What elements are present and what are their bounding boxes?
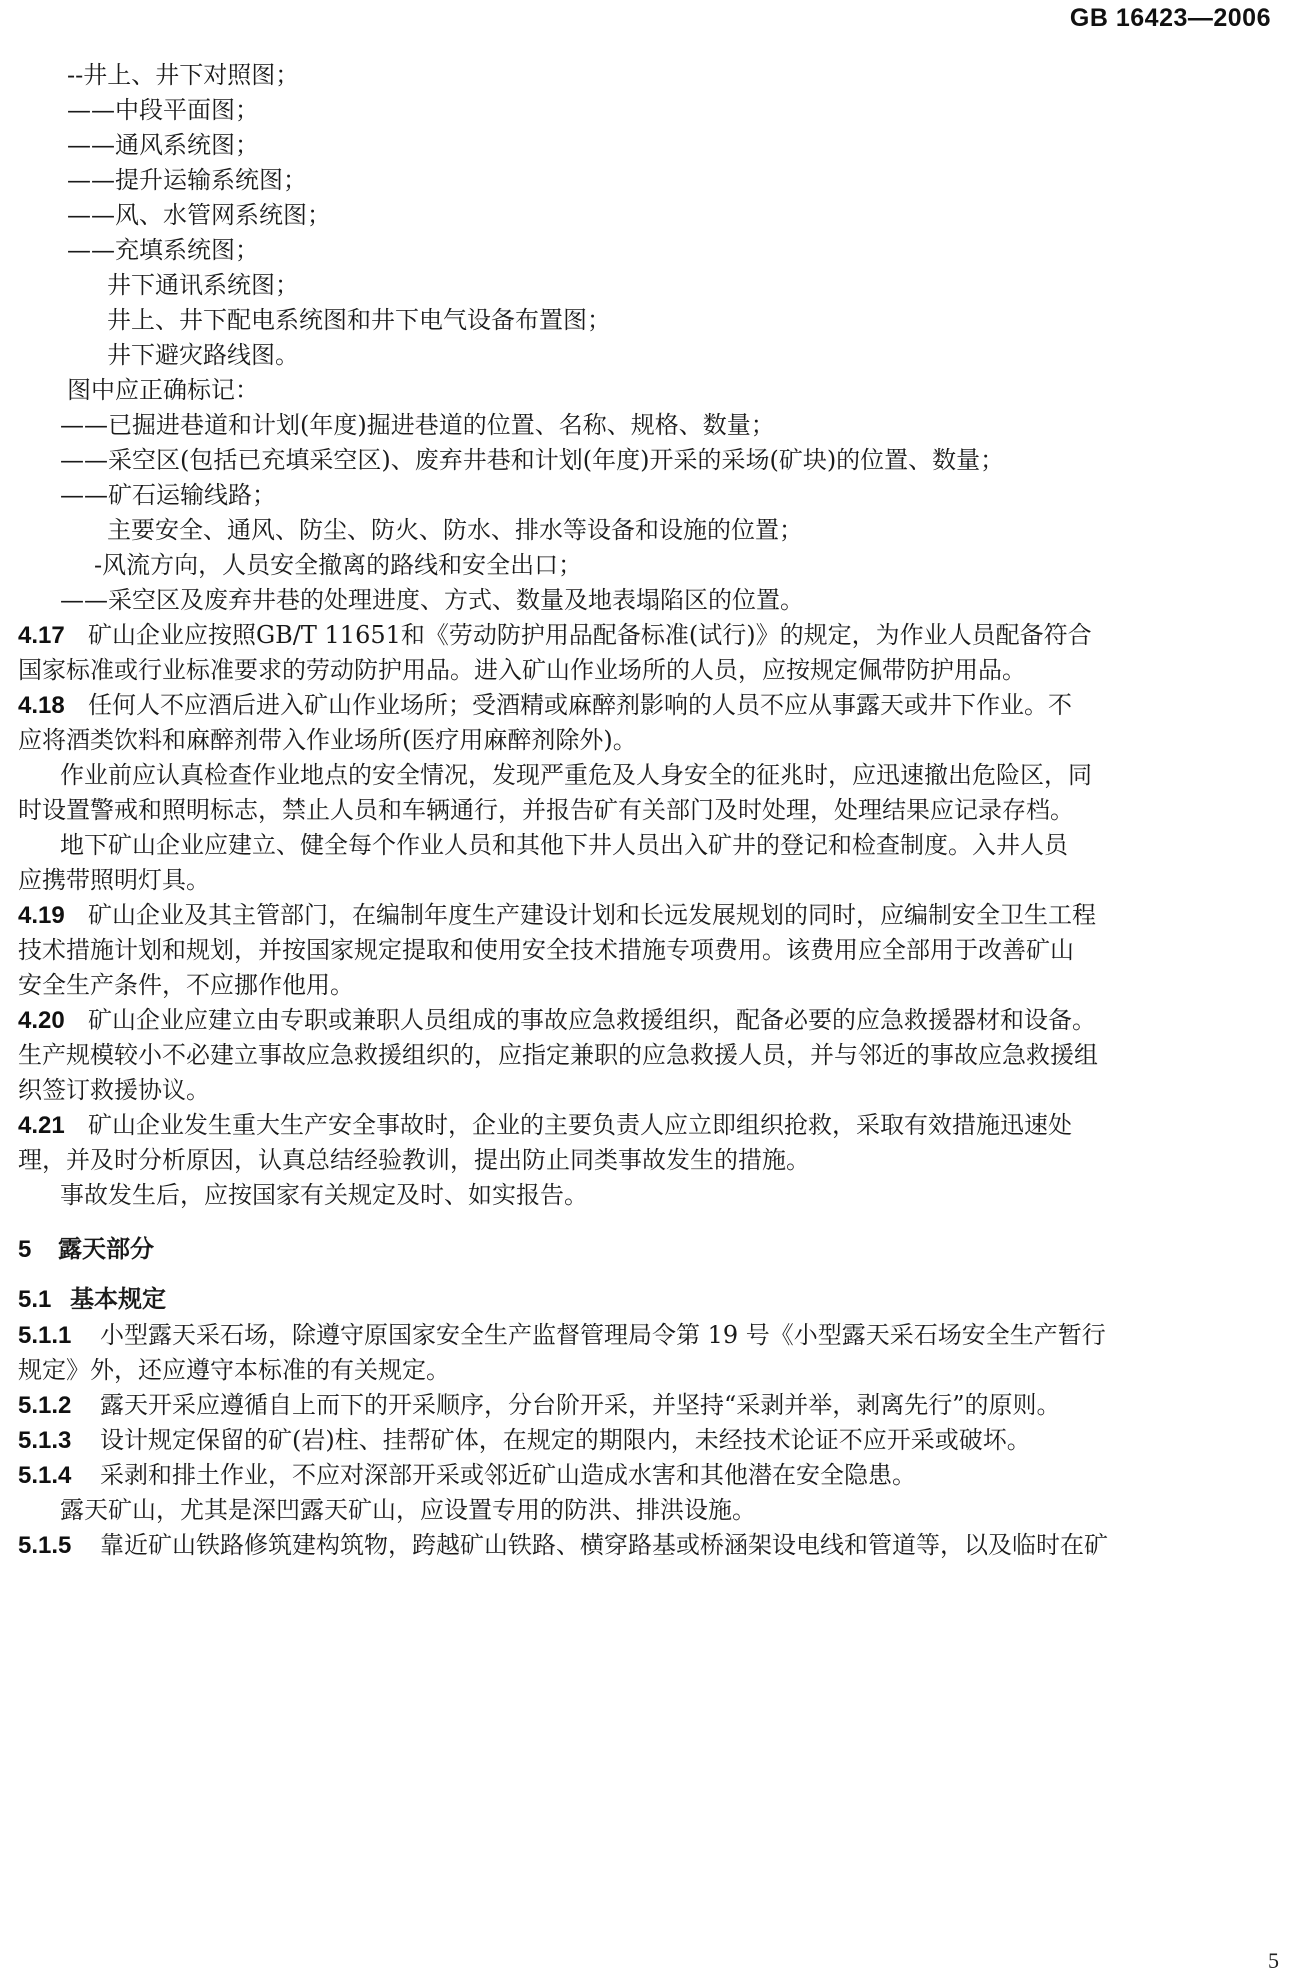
clause-text-line: 规定》外，还应遵守本标准的有关规定。: [18, 1356, 450, 1384]
clause-4-19: [18, 898, 1096, 933]
list-item: 井上、井下配电系统图和井下电气设备布置图；: [107, 306, 611, 334]
clause-4-18: [18, 688, 1072, 723]
clause-number: 4.19: [18, 902, 65, 929]
clause-text-line: 生产规模较小不必建立事故应急救援组织的，应指定兼职的应急救援人员，并与邻近的事故应急救援组: [18, 1041, 1098, 1069]
clause-text: 采剥和排土作业，不应对深部开采或邻近矿山造成水害和其他潜在安全隐患。: [100, 1461, 916, 1489]
page-number: 5: [1268, 1948, 1279, 1973]
clause-text-line: 织签订救援协议。: [18, 1076, 210, 1104]
list-item: ——矿石运输线路；: [60, 481, 276, 509]
clause-text-line: 技术措施计划和规划，并按国家规定提取和使用安全技术措施专项费用。该费用应全部用于改善矿山: [18, 936, 1074, 964]
list-item: ——已掘进巷道和计划(年度)掘进巷道的位置、名称、规格、数量；: [60, 411, 775, 439]
page-header-standard-code: GB 16423—2006: [1069, 4, 1271, 32]
clause-text-line: 露天矿山，尤其是深凹露天矿山，应设置专用的防洪、排洪设施。: [60, 1496, 756, 1524]
clause-text: 矿山企业应建立由专职或兼职人员组成的事故应急救援组织，配备必要的应急救援器材和设备。: [88, 1006, 1096, 1034]
list-item: ——提升运输系统图；: [67, 166, 307, 194]
clause-4-17: [18, 618, 1092, 653]
clause-text-line: 应携带照明灯具。: [18, 866, 210, 894]
list-item: -风流方向，人员安全撤离的路线和安全出口；: [94, 551, 583, 579]
list-item: ——充填系统图；: [67, 236, 259, 264]
clause-text-line: 作业前应认真检查作业地点的安全情况，发现严重危及人身安全的征兆时，应迅速撤出危险区，同: [60, 761, 1092, 789]
clause-4-20: [18, 1003, 1096, 1038]
clause-text-line: 应将酒类饮料和麻醉剂带入作业场所(医疗用麻醉剂除外)。: [18, 726, 637, 754]
section-title: 基本规定: [70, 1286, 166, 1313]
clause-4-21: [18, 1108, 1072, 1143]
list-item: 井下通讯系统图；: [107, 271, 299, 299]
clause-text-line: 地下矿山企业应建立、健全每个作业人员和其他下井人员出入矿井的登记和检查制度。入井人员: [60, 831, 1068, 859]
clause-number: 5.1.3: [18, 1427, 72, 1454]
list-item: ——风、水管网系统图；: [67, 201, 331, 229]
clause-number: 5.1.2: [18, 1392, 72, 1419]
section-number: 5.1: [18, 1286, 52, 1313]
clause-text: 矿山企业应按照GB/T 11651和《劳动防护用品配备标准(试行)》的规定，为作业人员配备符合: [88, 621, 1092, 649]
clause-number: 4.21: [18, 1112, 65, 1139]
mark-intro: 图中应正确标记：: [67, 376, 259, 404]
clause-text-line: 理，并及时分析原因，认真总结经验教训，提出防止同类事故发生的措施。: [18, 1146, 810, 1174]
list-item: 主要安全、通风、防尘、防火、防水、排水等设备和设施的位置；: [107, 516, 803, 544]
clause-number: 4.20: [18, 1007, 65, 1034]
clause-number: 5.1.4: [18, 1462, 72, 1489]
clause-text: 任何人不应酒后进入矿山作业场所；受酒精或麻醉剂影响的人员不应从事露天或井下作业。不: [88, 691, 1072, 719]
section-title: 露天部分: [58, 1236, 154, 1263]
subclause-5-1-1: [18, 1318, 1106, 1353]
list-item: ——通风系统图；: [67, 131, 259, 159]
section-heading-5: [18, 1233, 154, 1267]
list-item: ——中段平面图；: [67, 96, 259, 124]
clause-text: 矿山企业及其主管部门，在编制年度生产建设计划和长远发展规划的同时，应编制安全卫生工程: [88, 901, 1096, 929]
clause-text-line: 安全生产条件，不应挪作他用。: [18, 971, 354, 999]
clause-text: 靠近矿山铁路修筑建构筑物，跨越矿山铁路、横穿路基或桥涵架设电线和管道等，以及临时在矿: [100, 1531, 1108, 1559]
clause-text: 小型露天采石场，除遵守原国家安全生产监督管理局令第 19 号《小型露天采石场安全生产暂行: [100, 1321, 1106, 1349]
clause-text-line: 国家标准或行业标准要求的劳动防护用品。进入矿山作业场所的人员，应按规定佩带防护用品。: [18, 656, 1026, 684]
list-item: --井上、井下对照图；: [67, 61, 300, 89]
clause-text: 设计规定保留的矿(岩)柱、挂帮矿体，在规定的期限内，未经技术论证不应开采或破坏。: [100, 1426, 1031, 1454]
section-heading-5-1: [18, 1283, 166, 1317]
subclause-5-1-2: [18, 1388, 1061, 1423]
clause-text: 露天开采应遵循自上而下的开采顺序，分台阶开采，并坚持“采剥并举，剥离先行”的原则。: [100, 1391, 1061, 1419]
clause-number: 4.18: [18, 692, 65, 719]
section-number: 5: [18, 1236, 32, 1263]
subclause-5-1-5: [18, 1528, 1108, 1563]
list-item: ——采空区(包括已充填采空区)、废弃井巷和计划(年度)开采的采场(矿块)的位置、数量；: [60, 446, 1005, 474]
list-item: 井下避灾路线图。: [107, 341, 299, 369]
clause-text: 矿山企业发生重大生产安全事故时，企业的主要负责人应立即组织抢救，采取有效措施迅速处: [88, 1111, 1072, 1139]
clause-text-line: 时设置警戒和照明标志，禁止人员和车辆通行，并报告矿有关部门及时处理，处理结果应记录存档。: [18, 796, 1074, 824]
clause-number: 5.1.1: [18, 1322, 72, 1349]
list-item: ——采空区及废弃井巷的处理进度、方式、数量及地表塌陷区的位置。: [60, 586, 804, 614]
subclause-5-1-3: [18, 1423, 1031, 1458]
clause-number: 4.17: [18, 622, 65, 649]
clause-text-line: 事故发生后，应按国家有关规定及时、如实报告。: [60, 1181, 588, 1209]
clause-number: 5.1.5: [18, 1532, 72, 1559]
subclause-5-1-4: [18, 1458, 916, 1493]
